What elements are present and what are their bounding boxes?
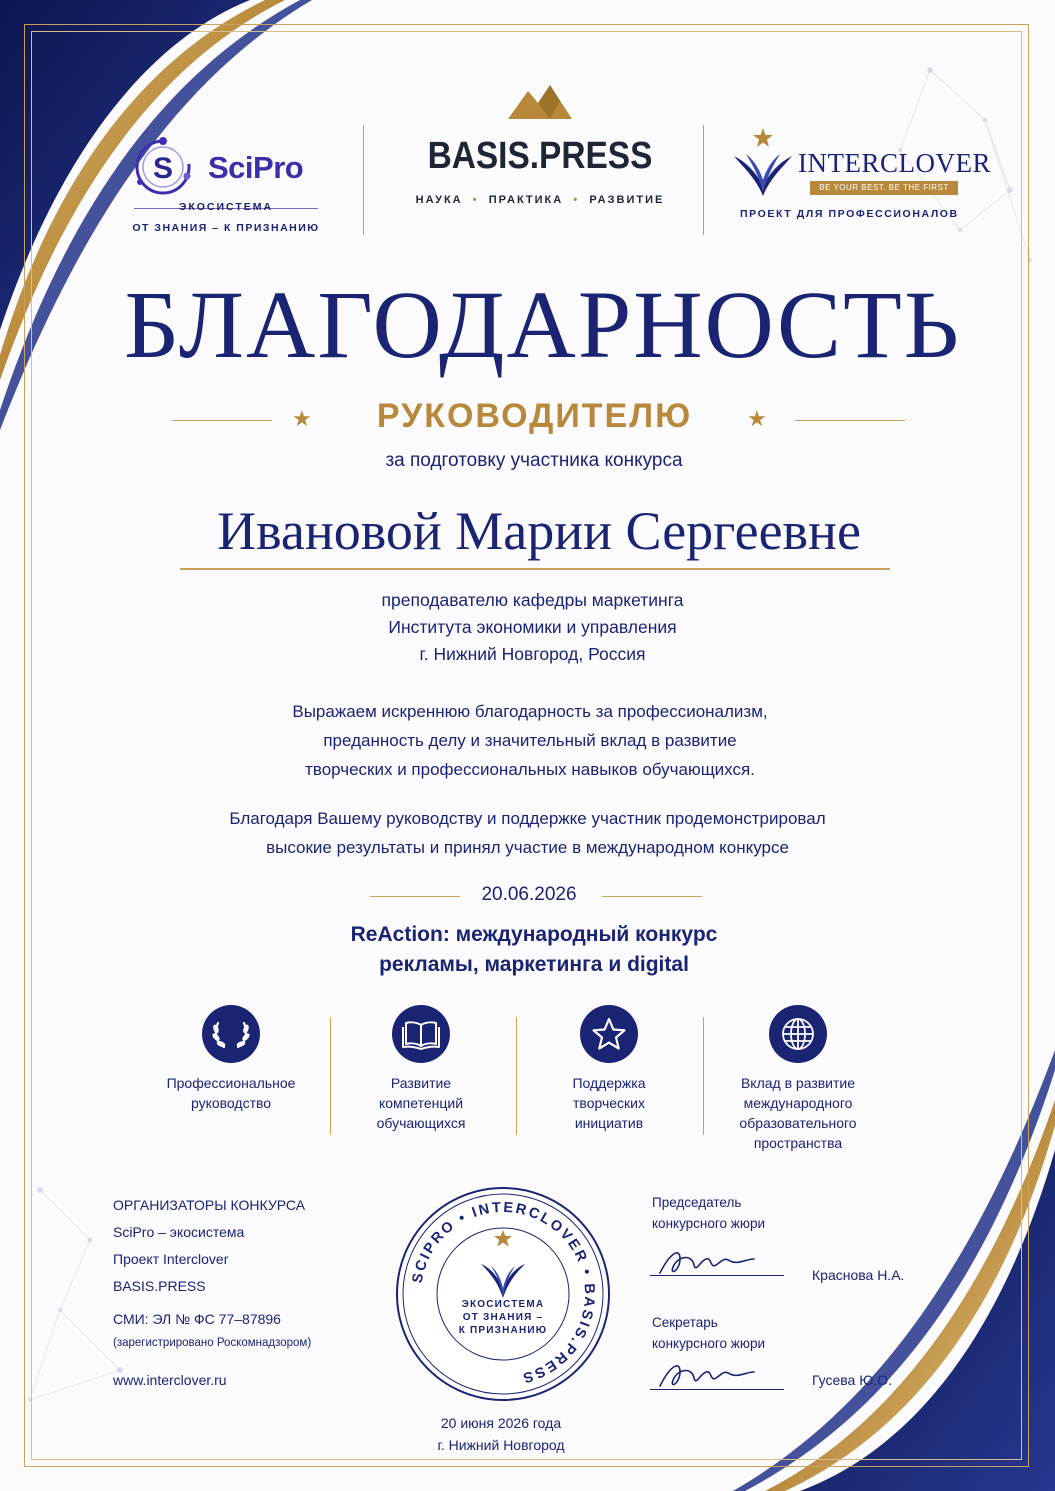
tagline-practice: ПРАКТИКА bbox=[488, 194, 564, 206]
organizers-block bbox=[113, 1192, 373, 1394]
organizer-item: BASIS.PRESS bbox=[113, 1278, 206, 1294]
result-line: высокие результаты и принял участие в международном конкурсе bbox=[266, 838, 789, 857]
feature-line: Поддержка bbox=[572, 1075, 646, 1091]
tagline-development: РАЗВИТИЕ bbox=[589, 194, 665, 206]
certificate-title: БЛАГОДАРНОСТЬ bbox=[124, 271, 961, 378]
feature-divider bbox=[330, 1017, 331, 1135]
features-row bbox=[140, 1005, 900, 1165]
seal-line: К ПРИЗНАНИЮ bbox=[458, 1325, 548, 1336]
interclover-emblem-icon bbox=[732, 128, 794, 198]
interclover-name: INTERCLOVER bbox=[798, 148, 991, 178]
position-line: Института экономики и управления bbox=[388, 617, 677, 637]
seal-city: г. Нижний Новгород bbox=[437, 1437, 565, 1453]
header-divider-right bbox=[703, 125, 704, 235]
interclover-logo bbox=[732, 128, 991, 228]
tagline-dot-icon: • bbox=[467, 194, 484, 206]
position-line: г. Нижний Новгород, Россия bbox=[419, 644, 646, 664]
feature-line: компетенций bbox=[378, 1095, 464, 1111]
feature-divider bbox=[703, 1017, 704, 1135]
feature-line: творческих bbox=[573, 1095, 645, 1111]
contest-line: рекламы, маркетинга и digital bbox=[379, 953, 689, 976]
signature-role: Председатель bbox=[652, 1195, 742, 1210]
scipro-emblem-icon bbox=[132, 136, 194, 198]
contest-name bbox=[0, 920, 1055, 980]
contest-line: ReAction: международный конкурс bbox=[350, 923, 718, 946]
open-book-icon bbox=[392, 1005, 450, 1063]
signature-line-secretary bbox=[650, 1389, 784, 1390]
laurel-wreath-icon bbox=[202, 1005, 260, 1063]
star-icon-right: ★ bbox=[747, 406, 767, 431]
interclover-slogan: BE YOUR BEST. BE THE FIRST bbox=[810, 181, 958, 195]
organizer-item: SciPro – экосистема bbox=[113, 1224, 245, 1240]
feature-label-guidance bbox=[140, 1073, 322, 1113]
interclover-project: ПРОЕКТ ДЛЯ ПРОФЕССИОНАЛОВ bbox=[740, 208, 959, 220]
scipro-line1: ЭКОСИСТЕМА bbox=[178, 201, 274, 213]
feature-label-international bbox=[716, 1073, 880, 1153]
scipro-logo bbox=[128, 132, 328, 237]
feature-line: Профессиональное bbox=[166, 1075, 296, 1091]
signature-role: конкурсного жюри bbox=[652, 1336, 765, 1351]
mountain-icon bbox=[508, 85, 572, 119]
result-line: Благодаря Вашему руководству и поддержке участник продемонстрировал bbox=[229, 809, 826, 828]
recipient-name: Ивановой Марии Сергеевне bbox=[217, 501, 861, 561]
website-link[interactable]: www.interclover.ru bbox=[113, 1372, 227, 1388]
header-divider-left bbox=[363, 125, 364, 235]
gratitude-line: преданность делу и значительный вклад в развитие bbox=[323, 731, 737, 750]
organizer-item: Проект Interclover bbox=[113, 1251, 229, 1267]
feature-label-initiatives bbox=[528, 1073, 690, 1133]
seal-date: 20 июня 2026 года bbox=[440, 1415, 562, 1431]
gratitude-block bbox=[0, 697, 1055, 784]
seal-line: ОТ ЗНАНИЯ – bbox=[462, 1312, 544, 1323]
feature-line: Развитие bbox=[390, 1075, 452, 1091]
certificate-date: 20.06.2026 bbox=[481, 884, 577, 905]
signature-line-chair bbox=[650, 1275, 784, 1276]
feature-line: инициатив bbox=[574, 1115, 644, 1131]
seal-ring-text: SCIPRO • INTERCLOVER • BASIS.PRESS bbox=[409, 1199, 598, 1386]
svg-text:S: S bbox=[152, 152, 174, 185]
seal-stamp bbox=[395, 1186, 611, 1402]
certificate-subtitle: РУКОВОДИТЕЛЮ bbox=[376, 397, 693, 435]
signature-role: Секретарь bbox=[652, 1315, 718, 1330]
feature-line: обучающихся bbox=[376, 1115, 466, 1131]
signature-block-chair bbox=[652, 1192, 952, 1234]
feature-line: Вклад в развитие bbox=[740, 1075, 856, 1091]
feature-line: международного bbox=[743, 1095, 853, 1111]
gratitude-line: Выражаем искреннюю благодарность за профессионализм, bbox=[292, 702, 768, 721]
signature-name-chair: Краснова Н.А. bbox=[812, 1267, 905, 1283]
result-block bbox=[0, 804, 1055, 862]
date-line-right bbox=[602, 896, 702, 897]
position-block bbox=[0, 587, 1055, 668]
signature-scribble-chair bbox=[650, 1243, 790, 1283]
for-text: за подготовку участника конкурса bbox=[385, 450, 683, 471]
basis-press-logo bbox=[395, 85, 685, 215]
subtitle-ornament-right bbox=[795, 420, 905, 421]
signature-block-secretary bbox=[652, 1312, 952, 1354]
feature-label-competencies bbox=[340, 1073, 502, 1133]
signature-name-secretary: Гусева Ю.О. bbox=[812, 1372, 893, 1388]
scipro-name: SciPro bbox=[208, 150, 304, 185]
signature-role: конкурсного жюри bbox=[652, 1216, 765, 1231]
globe-icon bbox=[769, 1005, 827, 1063]
seal-date-block bbox=[400, 1412, 602, 1456]
gratitude-line: творческих и профессиональных навыков обучающихся. bbox=[305, 760, 755, 779]
tagline-science: НАУКА bbox=[415, 194, 463, 206]
organizers-heading: ОРГАНИЗАТОРЫ КОНКУРСА bbox=[113, 1197, 306, 1213]
star-icon-left: ★ bbox=[292, 406, 312, 431]
feature-line: руководство bbox=[190, 1095, 272, 1111]
feature-line: пространства bbox=[753, 1135, 843, 1151]
feature-line: образовательного bbox=[739, 1115, 857, 1131]
seal-center-text bbox=[395, 1298, 611, 1337]
recipient-underline bbox=[180, 568, 890, 570]
position-line: преподавателю кафедры маркетинга bbox=[381, 590, 684, 610]
media-registration: СМИ: ЭЛ № ФС 77–87896 bbox=[113, 1311, 281, 1327]
basis-press-name: BASIS.PRESS bbox=[427, 135, 653, 177]
tagline-dot-icon: • bbox=[568, 194, 585, 206]
seal-line: ЭКОСИСТЕМА bbox=[461, 1299, 545, 1310]
star-icon bbox=[580, 1005, 638, 1063]
feature-divider bbox=[516, 1017, 517, 1135]
basis-press-tagline bbox=[395, 194, 685, 206]
scipro-line2: ОТ ЗНАНИЯ – К ПРИЗНАНИЮ bbox=[132, 222, 320, 234]
signature-scribble-secretary bbox=[650, 1356, 790, 1396]
registered-note: (зарегистрировано Роскомнадзором) bbox=[113, 1337, 312, 1349]
